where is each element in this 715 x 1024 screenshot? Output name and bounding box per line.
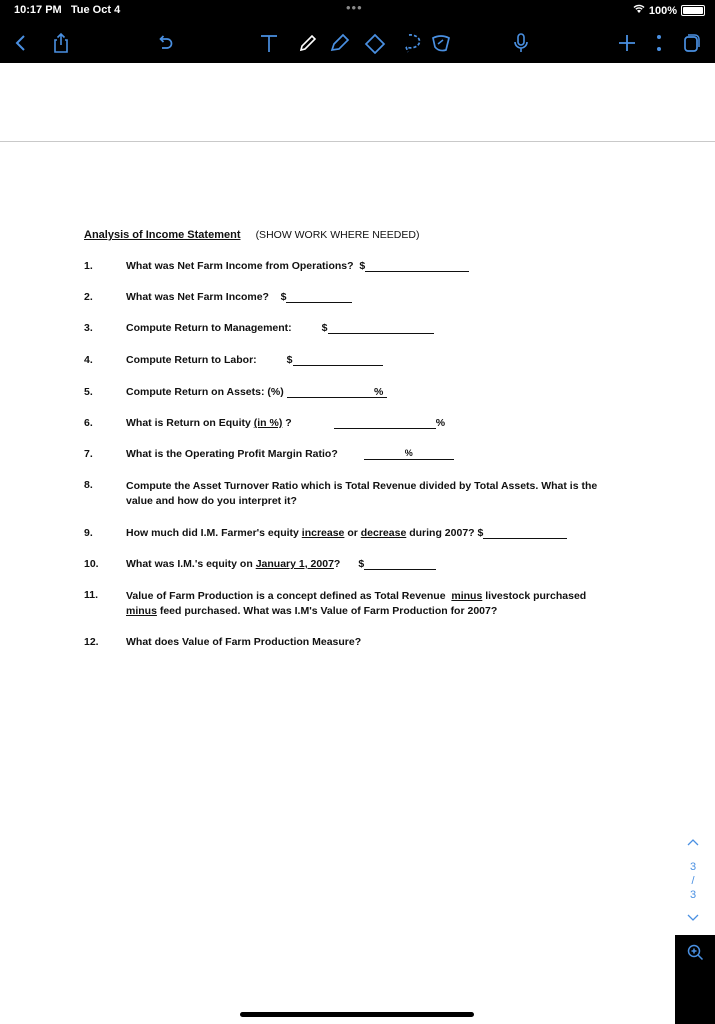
chevron-down-icon[interactable] bbox=[685, 912, 701, 926]
add-icon[interactable] bbox=[614, 30, 640, 56]
question-text: How much did I.M. Farmer's equity increase or decrease during 2007? $ bbox=[126, 527, 567, 539]
heading-title: Analysis of Income Statement bbox=[84, 229, 241, 241]
question-text: Compute Return to Labor: $ bbox=[126, 354, 383, 366]
battery-percent: 100% bbox=[648, 4, 677, 17]
back-icon[interactable] bbox=[8, 30, 34, 56]
question-number: 3. bbox=[84, 322, 93, 334]
status-right bbox=[633, 4, 705, 17]
question-number: 10. bbox=[84, 558, 99, 570]
section-heading bbox=[84, 229, 419, 241]
battery-icon bbox=[681, 5, 705, 16]
answer-blank[interactable] bbox=[293, 354, 383, 366]
answer-blank[interactable] bbox=[328, 322, 434, 334]
heading-note: (SHOW WORK WHERE NEEDED) bbox=[255, 229, 420, 241]
answer-blank[interactable] bbox=[365, 260, 469, 272]
answer-blank[interactable] bbox=[334, 417, 436, 429]
question-number: 5. bbox=[84, 386, 93, 398]
question-number: 1. bbox=[84, 260, 93, 272]
question-text: What was Net Farm Income from Operations? $ bbox=[126, 260, 469, 272]
question-text: Value of Farm Production is a concept defined as Total Revenue minus livestock purchased minus feed purchased. What was I.M's Value of Farm Production for 2007? bbox=[126, 590, 587, 617]
page-navigator bbox=[685, 836, 701, 926]
date-text: Tue Oct 4 bbox=[70, 4, 121, 16]
shapes-icon[interactable] bbox=[428, 30, 454, 56]
home-indicator[interactable] bbox=[240, 1012, 474, 1017]
share-icon[interactable] bbox=[48, 30, 74, 56]
question-number: 8. bbox=[84, 479, 93, 491]
microphone-icon[interactable] bbox=[508, 30, 534, 56]
question-number: 11. bbox=[84, 589, 99, 601]
question-number: 6. bbox=[84, 417, 93, 429]
wifi-icon bbox=[633, 4, 645, 17]
time-text: 10:17 PM bbox=[14, 4, 62, 16]
percent-sign: % bbox=[435, 417, 446, 429]
multitask-dots[interactable]: ••• bbox=[346, 0, 363, 15]
answer-blank[interactable] bbox=[364, 558, 436, 570]
question-number: 4. bbox=[84, 354, 93, 366]
question-text: What was Net Farm Income? $ bbox=[126, 291, 352, 303]
question-number: 9. bbox=[84, 527, 93, 539]
zoom-button[interactable] bbox=[675, 935, 715, 1024]
page-separator: / bbox=[691, 875, 695, 887]
question-number: 12. bbox=[84, 636, 99, 648]
question-text: Compute Return to Management: $ bbox=[126, 322, 434, 334]
question-text: What does Value of Farm Production Measure? bbox=[126, 636, 362, 648]
status-time bbox=[14, 4, 120, 16]
more-icon[interactable] bbox=[646, 30, 672, 56]
percent-sign: % bbox=[371, 386, 387, 398]
question-number: 2. bbox=[84, 291, 93, 303]
chevron-up-icon[interactable] bbox=[685, 836, 701, 850]
question-text: What was I.M.'s equity on January 1, 2007? $ bbox=[126, 558, 436, 570]
text-tool-icon[interactable] bbox=[256, 30, 282, 56]
answer-blank[interactable] bbox=[287, 386, 371, 398]
highlighter-icon[interactable] bbox=[327, 30, 353, 56]
question-text: What is the Operating Profit Margin Ratio? % bbox=[126, 448, 454, 460]
current-page: 3 bbox=[689, 861, 697, 873]
lasso-icon[interactable] bbox=[396, 30, 422, 56]
answer-blank[interactable] bbox=[483, 527, 567, 539]
eraser-icon[interactable] bbox=[362, 30, 388, 56]
question-number: 7. bbox=[84, 448, 93, 460]
undo-icon[interactable] bbox=[152, 30, 178, 56]
zoom-in-icon bbox=[687, 944, 704, 961]
pages-icon[interactable] bbox=[678, 30, 704, 56]
page-divider bbox=[0, 141, 715, 142]
top-toolbar bbox=[0, 0, 715, 63]
answer-blank[interactable] bbox=[286, 291, 352, 303]
question-text: What is Return on Equity (in %) ? % bbox=[126, 417, 446, 429]
question-text: Compute the Asset Turnover Ratio which is Total Revenue divided by Total Assets. What is the value and how do you interpret it? bbox=[126, 480, 598, 507]
question-text: Compute Return on Assets: (%) % bbox=[126, 386, 387, 398]
total-pages: 3 bbox=[689, 889, 697, 901]
percent-sign[interactable]: % bbox=[364, 448, 454, 460]
pen-icon[interactable] bbox=[295, 30, 321, 56]
